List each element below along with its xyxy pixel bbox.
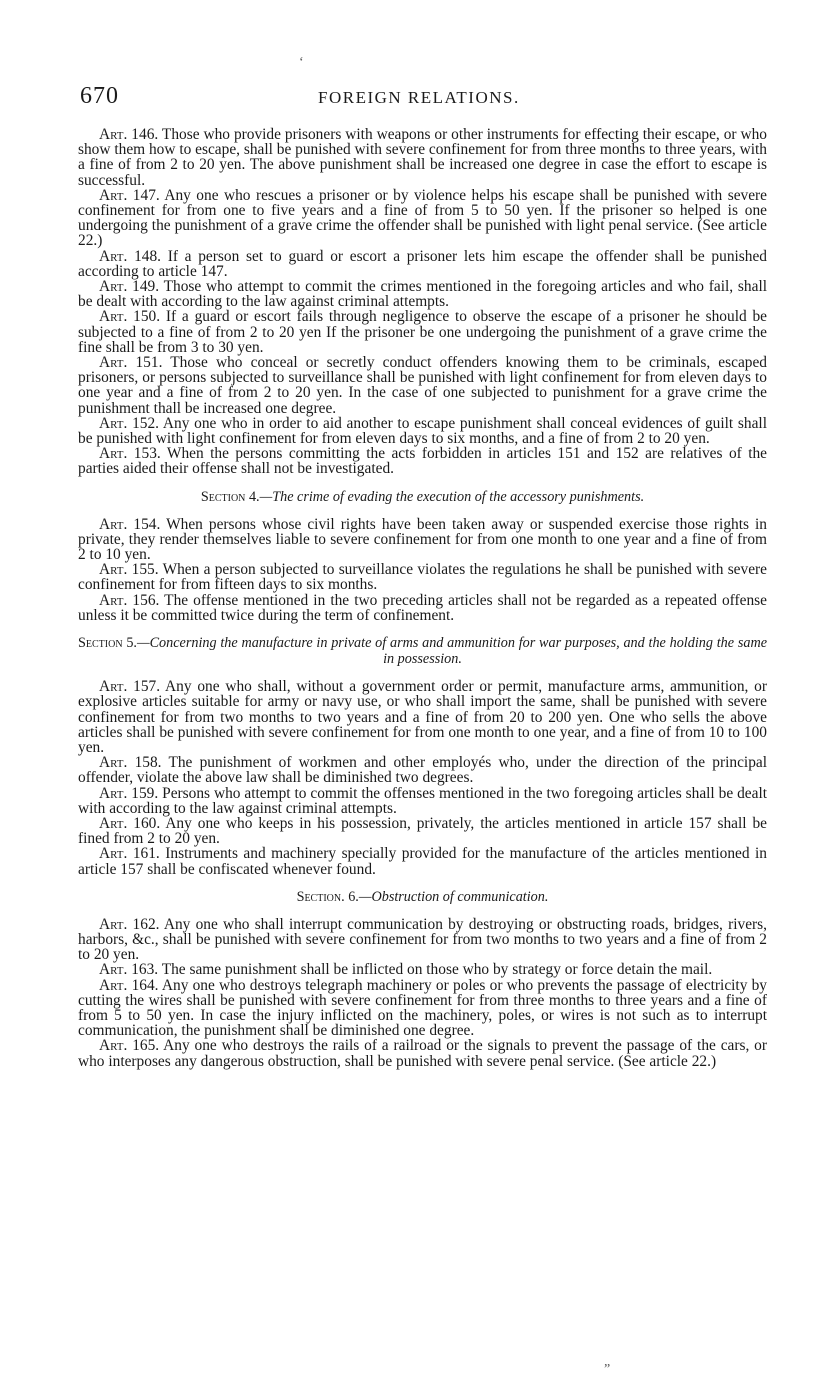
article-151 xyxy=(78,355,767,416)
article-147 xyxy=(78,188,767,249)
article-number: Art. 155. xyxy=(99,561,159,579)
article-text: Those who conceal or secretly conduct offenders knowing them to be criminals, escaped prisoners, or persons subjected to surveillance shall be punished with light confinement for from eleven days to one year and a fine of from 2 to 20 yen. In the case of one subjected to punishment for a grave crime the punishment thall be increased one degree. xyxy=(78,354,768,417)
article-text: Those who provide prisoners with weapons or other instruments for effecting their escape, or who show them how to escape, shall be punished with severe confinement for from three months to three years, with a fine of from 2 to 20 yen. The above punishment shall be increased one degree in case the effort to escape is successful. xyxy=(78,126,767,189)
article-text: If a guard or escort fails through negligence to observe the escape of a prisoner he should be subjected to a fine of from 2 to 20 yen If the prisoner be one undergoing the punishment of a grave crime the fine shall be from 3 to 30 yen. xyxy=(78,308,767,356)
article-text: Any one who destroys telegraph machinery or poles or who prevents the passage of electricity by cutting the wires shall be punished with severe confinement for from three months to three years and a fine of from 5 to 50 yen. In case the injury inflicted on the machinery, poles, or wires is not such as to interrupt communication, the punishment shall be diminished one degree. xyxy=(78,976,768,1040)
article-text: The offense mentioned in the two preceding articles shall not be regarded as a repeated offense unless it be committed twice during the term of confinement. xyxy=(78,591,768,624)
article-number: Art. 158. xyxy=(99,754,162,772)
article-text: When a person subjected to surveillance violates the regulations he shall be punished with severe confinement for from fifteen days to six months. xyxy=(78,561,767,594)
article-164 xyxy=(78,978,767,1039)
stray-mark: ʻ xyxy=(299,55,304,70)
article-number: Art. 154. xyxy=(99,515,161,533)
article-text: Any one who shall, without a government order or permit, manufacture arms, ammunition, or explosive articles suitable for army or navy use, or who shall import the same, shall be punished with severe confinement for from two months to two years and a fine of from 20 to 200 yen. One who sells the above articles shall be punished with severe confinement for from one month to one year, and a fine of from 10 to 100 yen. xyxy=(78,678,767,756)
stray-mark: ˮ xyxy=(604,1362,611,1377)
section-title: —Concerning the manufacture in private of arms and ammunition for war purposes, and the holding the same in possession. xyxy=(136,635,767,668)
article-number: Art. 148. xyxy=(99,247,162,265)
spacer xyxy=(78,477,767,489)
article-number: Art. 165. xyxy=(99,1037,160,1055)
article-number: Art. 159. xyxy=(99,784,159,802)
article-text: When persons whose civil rights have been taken away or suspended exercise those rights in private, they render themselves liable to severe confinement for from one month to one year and a fine of from 2 to 10 yen. xyxy=(78,515,768,564)
article-148 xyxy=(78,249,767,279)
article-text: Any one who in order to aid another to escape punishment shall conceal evidences of guilt shall be punished with light confinement for from eleven days to six months, and a fine of from 2 to 20 yen. xyxy=(78,414,767,448)
section-6-heading xyxy=(78,889,767,905)
spacer xyxy=(78,877,767,889)
section-4-heading xyxy=(78,489,767,505)
article-number: Art. 161. xyxy=(99,845,160,863)
article-text: Any one who keeps in his possession, privately, the articles mentioned in article 157 shall be fined from 2 to 20 yen. xyxy=(78,814,768,848)
article-number: Art. 160. xyxy=(99,814,161,832)
article-155 xyxy=(78,562,767,592)
article-text: Those who attempt to commit the crimes mentioned in the foregoing articles and who fail, shall be dealt with according to the law against criminal attempts. xyxy=(78,278,768,311)
section-label: Section 4. xyxy=(200,488,260,505)
article-149 xyxy=(78,279,767,309)
article-number: Art. 164. xyxy=(99,976,159,994)
page-number: 670 xyxy=(80,83,119,109)
article-number: Art. 153. xyxy=(99,445,161,463)
article-text: Instruments and machinery specially provided for the manufacture of the articles mentioned in article 157 shall be confiscated whenever found. xyxy=(78,845,767,878)
article-154 xyxy=(78,517,767,563)
article-161 xyxy=(78,846,767,876)
section-title: —Obstruction of communication. xyxy=(358,888,549,905)
running-head: FOREIGN RELATIONS. xyxy=(318,88,520,107)
article-157 xyxy=(78,679,767,755)
article-165 xyxy=(78,1038,767,1068)
article-number: Art. 150. xyxy=(99,308,161,326)
article-153 xyxy=(78,446,767,476)
article-text: Any one who shall interrupt communication by destroying or obstructing roads, bridges, rivers, harbors, &c., shall be punished with severe confinement for from two months to two years and a fine of from 2 to 20 yen. xyxy=(78,915,767,964)
article-number: Art. 156. xyxy=(99,591,160,609)
article-156 xyxy=(78,593,767,623)
article-160 xyxy=(78,816,767,846)
article-text: If a person set to guard or escort a prisoner lets him escape the offender shall be punished according to article 147. xyxy=(78,247,767,280)
article-text: Any one who rescues a prisoner or by violence helps his escape shall be punished with severe confinement for from one to five years and a fine of from 5 to 50 yen. If the prisoner so helped is one undergoing the punishment of a grave crime the offender shall be punished with light penal service. (See article 22.) xyxy=(78,186,768,250)
article-text: Any one who destroys the rails of a railroad or the signals to prevent the passage of the cars, or who interposes any dangerous obstruction, shall be punished with severe penal service. (See article 22.) xyxy=(78,1037,768,1070)
article-146 xyxy=(78,127,767,188)
article-text: Persons who attempt to commit the offenses mentioned in the two foregoing articles shall be dealt with according to the law against criminal attempts. xyxy=(78,784,767,817)
article-162 xyxy=(78,917,767,963)
section-title: —The crime of evading the execution of the accessory punishments. xyxy=(259,488,645,505)
article-number: Art. 157. xyxy=(99,678,161,696)
article-158 xyxy=(78,755,767,785)
article-number: Art. 152. xyxy=(99,414,160,432)
article-152 xyxy=(78,416,767,446)
article-number: Art. 146. xyxy=(99,126,159,143)
spacer xyxy=(78,623,767,635)
article-number: Art. 147. xyxy=(99,186,160,204)
article-text: The punishment of workmen and other employés who, under the direction of the principal offender, violate the above law shall be diminished two degrees. xyxy=(78,754,768,787)
section-label: Section. 6. xyxy=(296,888,359,905)
document-body xyxy=(78,127,767,1069)
article-number: Art. 162. xyxy=(99,915,160,933)
article-text: The same punishment shall be inflicted on those who by strategy or force detain the mail. xyxy=(158,961,713,979)
section-label: Section 5. xyxy=(78,635,137,652)
article-number: Art. 163. xyxy=(99,961,159,979)
article-150 xyxy=(78,309,767,355)
page-header xyxy=(80,83,770,109)
article-163 xyxy=(78,962,767,977)
article-number: Art. 151. xyxy=(99,354,163,372)
article-text: When the persons committing the acts forbidden in articles 151 and 152 are relatives of the parties aided their offense shall not be investigated. xyxy=(78,445,768,478)
article-159 xyxy=(78,786,767,816)
section-5-heading xyxy=(78,635,767,667)
article-number: Art. 149. xyxy=(99,278,160,296)
